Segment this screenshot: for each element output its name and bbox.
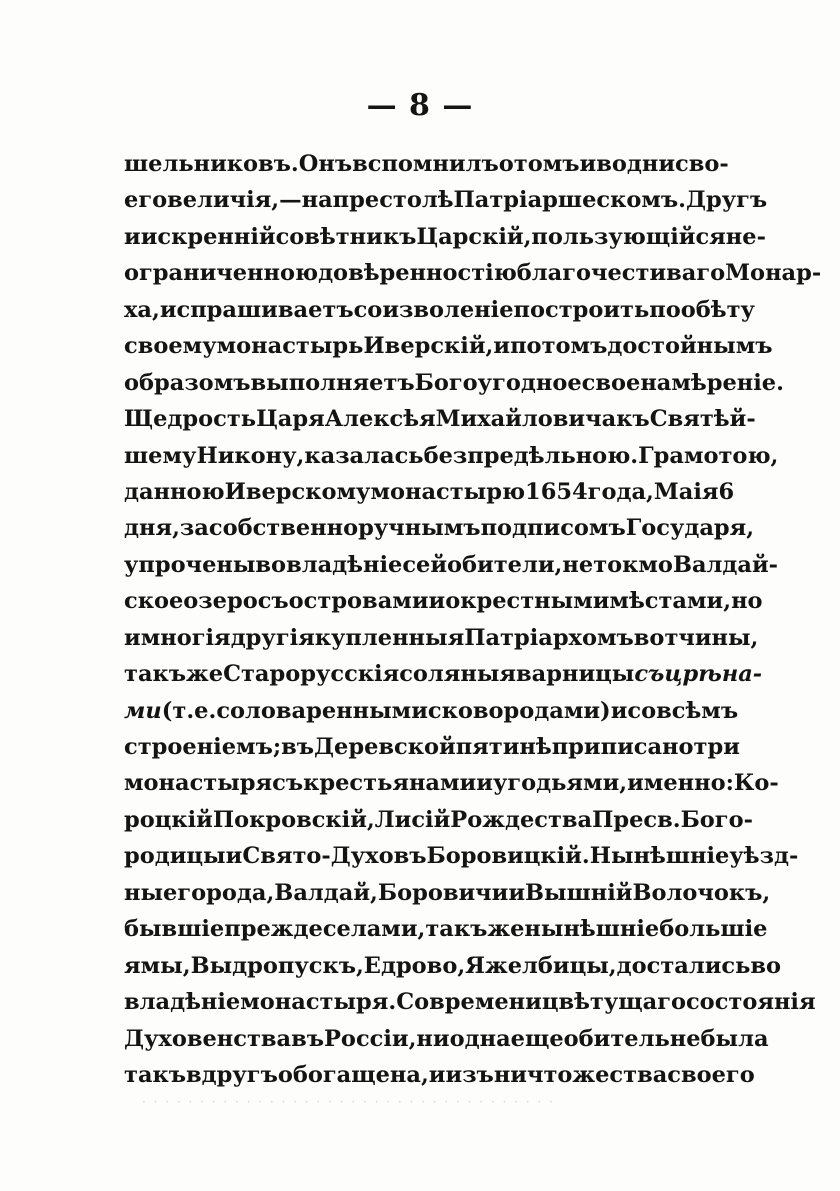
text-word: 6 bbox=[718, 478, 735, 505]
text-word: Старорусскія bbox=[223, 661, 400, 688]
text-word: во bbox=[596, 151, 627, 177]
text-word: же bbox=[186, 661, 224, 688]
text-word: обитель bbox=[563, 1025, 670, 1052]
text-word: Боровицкій. bbox=[426, 843, 590, 870]
text-word: строеніемъ; bbox=[124, 734, 282, 760]
text-word: къ bbox=[616, 406, 650, 433]
text-word: Со bbox=[396, 989, 430, 1016]
text-word: не bbox=[669, 1025, 701, 1052]
text-word: Монар- bbox=[725, 260, 822, 287]
text-word: была bbox=[700, 1025, 769, 1052]
text-word: такъ bbox=[124, 1061, 187, 1088]
text-line bbox=[124, 984, 816, 1020]
text-word: города, bbox=[177, 879, 275, 906]
text-word: съ bbox=[634, 661, 665, 688]
text-word: благочестиваго bbox=[516, 260, 726, 287]
text-word: пятинѣ bbox=[455, 734, 552, 760]
text-line bbox=[124, 365, 784, 401]
text-word: нынѣшніе bbox=[524, 916, 660, 943]
text-word: Боровичи bbox=[377, 879, 509, 906]
text-line bbox=[124, 583, 763, 619]
text-word: упрочены bbox=[124, 551, 256, 578]
text-word: озеро bbox=[183, 588, 258, 615]
text-word: окрестными bbox=[445, 588, 610, 615]
text-word: уѣзд- bbox=[729, 843, 799, 870]
text-word: Свято-Духовъ bbox=[242, 843, 427, 870]
text-word: на bbox=[301, 187, 333, 214]
text-word: дня, bbox=[124, 515, 180, 542]
text-line bbox=[124, 474, 735, 510]
text-word: угодьями, bbox=[492, 770, 628, 797]
text-word: Вышній bbox=[525, 879, 633, 906]
text-word: вдругъ bbox=[186, 1061, 278, 1088]
text-word: сей bbox=[402, 551, 448, 578]
text-word: Другъ bbox=[685, 187, 768, 214]
text-word: за bbox=[179, 515, 209, 542]
text-word: островами bbox=[288, 588, 429, 615]
text-word: и bbox=[610, 697, 628, 724]
text-word: потомъ bbox=[510, 333, 608, 360]
text-line bbox=[124, 729, 740, 765]
text-word: мѣстами, bbox=[609, 588, 732, 615]
text-word: во bbox=[255, 551, 287, 578]
text-word: приписано bbox=[551, 734, 694, 760]
text-word: съ bbox=[272, 770, 304, 797]
text-word: довѣренностію bbox=[318, 260, 517, 287]
text-word: вспомнилъ bbox=[352, 151, 499, 177]
text-word: еще bbox=[510, 1025, 564, 1052]
text-word: и bbox=[579, 151, 597, 177]
text-word: свое bbox=[581, 369, 641, 396]
text-line bbox=[124, 948, 782, 984]
text-word: црѣна- bbox=[664, 661, 763, 688]
text-word: и bbox=[225, 843, 243, 870]
text-word: дни bbox=[626, 151, 676, 177]
text-word: купленныя bbox=[314, 624, 465, 651]
text-word: вотчины, bbox=[633, 624, 759, 651]
text-word: Яжелбицы, bbox=[465, 952, 617, 979]
text-word: именно: bbox=[627, 770, 734, 797]
text-word: достались bbox=[616, 952, 751, 979]
text-word: и bbox=[428, 588, 446, 615]
text-line bbox=[124, 765, 779, 801]
text-word: во bbox=[750, 952, 782, 979]
text-word: обѣту bbox=[680, 296, 755, 323]
text-word: собственноручнымъ bbox=[208, 515, 481, 542]
text-word: ные bbox=[124, 879, 178, 906]
text-line bbox=[124, 1057, 755, 1093]
text-line bbox=[124, 1021, 769, 1057]
text-word: токмо bbox=[593, 551, 673, 578]
text-word: не bbox=[562, 551, 594, 578]
text-line bbox=[124, 911, 768, 947]
text-line bbox=[124, 838, 799, 874]
text-word: Никону, bbox=[196, 442, 305, 469]
text-word: монастырю bbox=[370, 478, 526, 505]
text-word: владѣніе bbox=[286, 551, 403, 578]
text-word: соляныя bbox=[399, 661, 517, 688]
body-text bbox=[124, 146, 822, 1093]
text-word: и bbox=[476, 770, 493, 797]
text-word: Пресв. bbox=[592, 806, 681, 833]
text-word: Духовенства bbox=[124, 1025, 292, 1052]
text-word: томъ bbox=[513, 151, 580, 177]
text-word: своего bbox=[667, 1061, 755, 1088]
text-word: состоянія bbox=[685, 989, 816, 1016]
text-word: крестьянами bbox=[303, 770, 477, 797]
text-line bbox=[124, 802, 753, 838]
text-word: Выдропускъ, bbox=[190, 952, 364, 979]
text-word: Россіи, bbox=[324, 1025, 417, 1052]
text-word: ничтожества bbox=[493, 1061, 668, 1088]
text-word: Алексѣя bbox=[324, 406, 436, 433]
text-word: совѣтникъ bbox=[275, 223, 417, 250]
text-word: Михайловича bbox=[435, 406, 617, 433]
text-word: въ bbox=[281, 734, 315, 760]
text-word: Волочокъ, bbox=[632, 879, 771, 906]
page-number: — 8 — bbox=[366, 88, 474, 123]
text-word: такъ bbox=[124, 661, 187, 688]
text-line bbox=[124, 146, 729, 182]
text-word: шельниковъ. bbox=[124, 151, 299, 177]
text-line bbox=[124, 292, 755, 328]
text-word: Богоугодное bbox=[414, 369, 582, 396]
text-word: и bbox=[508, 879, 526, 906]
text-word: Лисій bbox=[374, 806, 451, 833]
text-word: и bbox=[428, 1061, 446, 1088]
text-word: — bbox=[279, 187, 302, 214]
text-word: построить bbox=[513, 296, 650, 323]
text-word: монастыря bbox=[124, 770, 273, 797]
text-word: ха, bbox=[124, 296, 160, 323]
text-word: Ко- bbox=[733, 770, 779, 797]
text-word: Деревской bbox=[314, 734, 456, 760]
text-word: монастыря. bbox=[240, 989, 397, 1016]
text-word: такъ bbox=[425, 916, 488, 943]
text-word: образомъ bbox=[124, 369, 251, 396]
text-word: всѣмъ bbox=[656, 697, 739, 724]
text-word: своему bbox=[124, 333, 217, 360]
text-word: казалась bbox=[304, 442, 424, 469]
text-word: ограниченною bbox=[124, 260, 319, 287]
text-word: и bbox=[124, 223, 141, 250]
text-word: одна bbox=[449, 1025, 511, 1052]
text-word: безпредѣльною. bbox=[423, 442, 639, 469]
text-word: Иверскій, bbox=[363, 333, 494, 360]
text-word: съ bbox=[257, 588, 289, 615]
text-word: времени bbox=[429, 989, 542, 1016]
text-line bbox=[124, 656, 763, 692]
text-word: и bbox=[124, 624, 141, 651]
text-word: прежде bbox=[224, 916, 323, 943]
text-word: по bbox=[649, 296, 681, 323]
text-word: Святѣй- bbox=[649, 406, 756, 433]
text-word: пользующійся bbox=[531, 223, 726, 250]
text-word: и bbox=[493, 333, 511, 360]
text-word: шему bbox=[124, 442, 197, 469]
text-word: изъ bbox=[445, 1061, 494, 1088]
text-word: ямы, bbox=[124, 952, 191, 979]
text-word: Государя, bbox=[625, 515, 755, 542]
text-word: Патріархомъ bbox=[464, 624, 634, 651]
text-word: бывшіе bbox=[124, 916, 225, 943]
text-word: Грамотою, bbox=[638, 442, 779, 469]
text-word: Нынѣшніе bbox=[589, 843, 730, 870]
text-word: обогащена, bbox=[277, 1061, 429, 1088]
text-word: въ bbox=[291, 1025, 325, 1052]
text-word: монастырь bbox=[216, 333, 364, 360]
text-word: сво- bbox=[675, 151, 729, 177]
text-line bbox=[124, 219, 766, 255]
text-word: Валдай- bbox=[672, 551, 778, 578]
text-word: многія bbox=[140, 624, 231, 651]
text-word: Едрово, bbox=[363, 952, 466, 979]
text-word: Бого- bbox=[680, 806, 753, 833]
text-word: три bbox=[693, 734, 740, 760]
text-word: но bbox=[731, 588, 763, 615]
text-word: е. bbox=[194, 697, 217, 724]
text-word: о bbox=[498, 151, 514, 177]
text-word: со bbox=[627, 697, 657, 724]
text-word: другія bbox=[230, 624, 315, 651]
text-word: испрашиваетъ bbox=[159, 296, 354, 323]
text-word: (т. bbox=[161, 697, 195, 724]
text-word: ское bbox=[124, 588, 184, 615]
text-line bbox=[124, 182, 768, 218]
text-word: Валдай, bbox=[274, 879, 378, 906]
text-line bbox=[124, 620, 759, 656]
text-word: не- bbox=[725, 223, 766, 250]
text-word: Щедрость bbox=[124, 406, 257, 433]
text-word: сковородами) bbox=[427, 697, 611, 724]
text-line bbox=[124, 875, 771, 911]
text-line bbox=[124, 438, 779, 474]
text-word: Патріаршескомъ. bbox=[453, 187, 686, 214]
text-line bbox=[124, 255, 822, 291]
text-line bbox=[124, 401, 756, 437]
text-word: Маія bbox=[653, 478, 719, 505]
text-line bbox=[124, 693, 739, 729]
text-word: Царя bbox=[256, 406, 325, 433]
text-word: соловаренными bbox=[216, 697, 428, 724]
text-word: подписомъ bbox=[480, 515, 626, 542]
text-word: владѣніе bbox=[124, 989, 241, 1016]
text-word: достойнымъ bbox=[607, 333, 773, 360]
text-word: данною bbox=[124, 478, 225, 505]
text-line bbox=[124, 328, 773, 364]
text-word: Царскій, bbox=[416, 223, 532, 250]
text-word: Иверскому bbox=[224, 478, 371, 505]
text-word: ми bbox=[124, 697, 162, 724]
text-word: соизволеніе bbox=[353, 296, 514, 323]
text-word: селами, bbox=[322, 916, 426, 943]
text-word: его bbox=[124, 187, 168, 214]
text-word: роцкій bbox=[124, 806, 213, 833]
text-word: искренній bbox=[140, 223, 276, 250]
text-line bbox=[124, 510, 755, 546]
text-word: цвѣтущаго bbox=[541, 989, 686, 1016]
text-word: обители, bbox=[447, 551, 563, 578]
text-word: престолѣ bbox=[332, 187, 454, 214]
text-word: ни bbox=[416, 1025, 450, 1052]
text-word: выполняетъ bbox=[250, 369, 415, 396]
text-word: величія, bbox=[167, 187, 280, 214]
text-word: Покровскій, bbox=[212, 806, 375, 833]
bleed-through-text: · · · · · · · · · · · · · · · · · · · · · · · · · · · · · · · · · · · · bbox=[142, 1095, 555, 1109]
text-word: года, bbox=[587, 478, 654, 505]
text-word: Онъ bbox=[298, 151, 353, 177]
text-word: родицы bbox=[124, 843, 226, 870]
text-word: намѣреніе. bbox=[640, 369, 784, 396]
text-word: большіе bbox=[659, 916, 768, 943]
text-word: Рождества bbox=[450, 806, 593, 833]
text-line bbox=[124, 547, 778, 583]
text-word: 1654 bbox=[525, 478, 588, 505]
text-word: варницы bbox=[516, 661, 635, 688]
text-word: же bbox=[487, 916, 525, 943]
